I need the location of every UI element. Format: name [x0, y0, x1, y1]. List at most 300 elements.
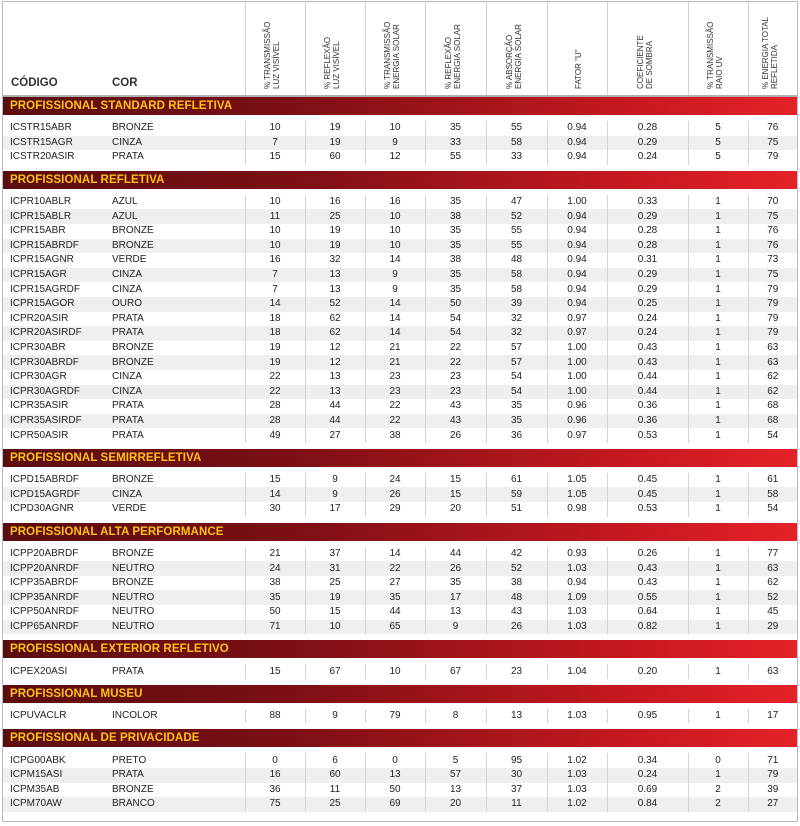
- cell-value: 0.36: [607, 399, 688, 414]
- cell-value: 1: [688, 312, 748, 327]
- cell-value: 50: [365, 783, 425, 798]
- cell-value: 33: [425, 136, 486, 151]
- cell-value: 0: [688, 753, 748, 768]
- cell-value: 19: [245, 355, 305, 370]
- cell-value: 28: [245, 399, 305, 414]
- cell-codigo: ICPR30ABRDF: [3, 355, 108, 370]
- cell-value: 14: [365, 547, 425, 562]
- table-row: [3, 487, 797, 502]
- cell-value: 52: [748, 590, 797, 605]
- cell-value: 68: [748, 399, 797, 414]
- cell-value: 0.98: [547, 502, 607, 517]
- cell-value: 31: [305, 561, 365, 576]
- cell-value: 49: [245, 428, 305, 443]
- cell-value: 19: [305, 224, 365, 239]
- header-coeficiente-sombra: [607, 2, 688, 96]
- cell-value: 35: [245, 590, 305, 605]
- cell-value: 35: [425, 195, 486, 210]
- cell-codigo: ICSTR20ASIR: [3, 150, 108, 165]
- cell-value: 61: [748, 473, 797, 488]
- cell-value: 13: [305, 370, 365, 385]
- cell-cor: NEUTRO: [108, 561, 245, 576]
- cell-value: 18: [245, 312, 305, 327]
- cell-value: 60: [305, 150, 365, 165]
- cell-value: 0.84: [607, 797, 688, 812]
- cell-value: 0: [245, 753, 305, 768]
- cell-codigo: ICPP50ANRDF: [3, 605, 108, 620]
- cell-value: 26: [486, 620, 547, 635]
- cell-value: 38: [245, 576, 305, 591]
- cell-cor: PRATA: [108, 414, 245, 429]
- cell-value: 42: [486, 547, 547, 562]
- cell-codigo: ICPP20ANRDF: [3, 561, 108, 576]
- cell-value: 1: [688, 209, 748, 224]
- cell-value: 62: [305, 326, 365, 341]
- cell-value: 13: [305, 385, 365, 400]
- cell-value: 20: [425, 797, 486, 812]
- section-title: PROFISSIONAL STANDARD REFLETIVA: [3, 96, 797, 115]
- cell-codigo: ICPR35ASIRDF: [3, 414, 108, 429]
- table-row: [3, 239, 797, 254]
- cell-value: 0.29: [607, 268, 688, 283]
- cell-value: 0.31: [607, 253, 688, 268]
- cell-value: 71: [245, 620, 305, 635]
- header-label: FATOR "U": [574, 49, 583, 89]
- cell-value: 7: [245, 282, 305, 297]
- header-label: % TRANSMISSÃO LUZ VISÍVEL: [263, 21, 281, 89]
- cell-value: 33: [486, 150, 547, 165]
- cell-value: 25: [305, 576, 365, 591]
- table-row: [3, 341, 797, 356]
- section-title: PROFISSIONAL EXTERIOR REFLETIVO: [3, 640, 797, 658]
- cell-value: 0.94: [547, 121, 607, 136]
- cell-value: 22: [425, 355, 486, 370]
- cell-value: 23: [365, 370, 425, 385]
- cell-value: 1.09: [547, 590, 607, 605]
- header-reflexao-luz: [305, 2, 365, 96]
- cell-value: 55: [425, 150, 486, 165]
- cell-value: 1: [688, 576, 748, 591]
- cell-codigo: ICPD15ABRDF: [3, 473, 108, 488]
- table-row: [3, 282, 797, 297]
- cell-cor: NEUTRO: [108, 620, 245, 635]
- cell-value: 13: [486, 709, 547, 724]
- cell-value: 0.94: [547, 268, 607, 283]
- cell-value: 1.00: [547, 370, 607, 385]
- cell-value: 1.02: [547, 753, 607, 768]
- cell-value: 15: [245, 664, 305, 679]
- cell-value: 0.45: [607, 473, 688, 488]
- cell-codigo: ICPR15ABR: [3, 224, 108, 239]
- cell-value: 75: [748, 136, 797, 151]
- cell-value: 79: [748, 768, 797, 783]
- cell-value: 24: [245, 561, 305, 576]
- cell-value: 11: [305, 783, 365, 798]
- section-header: [3, 685, 797, 703]
- cell-cor: BRONZE: [108, 239, 245, 254]
- cell-value: 79: [748, 326, 797, 341]
- cell-value: 11: [245, 209, 305, 224]
- cell-value: 35: [365, 590, 425, 605]
- header-energia-refletida: [748, 2, 797, 96]
- cell-value: 20: [425, 502, 486, 517]
- cell-value: 0.29: [607, 209, 688, 224]
- header-transmissao-uv: [688, 2, 748, 96]
- table-row: [3, 414, 797, 429]
- section-header: [3, 640, 797, 658]
- cell-value: 0.82: [607, 620, 688, 635]
- cell-value: 54: [486, 385, 547, 400]
- header-transmissao-luz: [245, 2, 305, 96]
- cell-value: 1.00: [547, 341, 607, 356]
- cell-cor: AZUL: [108, 209, 245, 224]
- cell-value: 10: [245, 239, 305, 254]
- cell-value: 1: [688, 195, 748, 210]
- cell-value: 55: [486, 121, 547, 136]
- cell-cor: CINZA: [108, 136, 245, 151]
- cell-value: 76: [748, 224, 797, 239]
- cell-value: 1: [688, 605, 748, 620]
- cell-value: 14: [365, 312, 425, 327]
- cell-value: 0.24: [607, 150, 688, 165]
- cell-cor: PRATA: [108, 768, 245, 783]
- cell-value: 0.36: [607, 414, 688, 429]
- cell-value: 58: [486, 136, 547, 151]
- cell-value: 27: [305, 428, 365, 443]
- cell-value: 0.24: [607, 312, 688, 327]
- cell-value: 0.94: [547, 576, 607, 591]
- cell-value: 63: [748, 664, 797, 679]
- section-title: PROFISSIONAL SEMIRREFLETIVA: [3, 449, 797, 467]
- cell-value: 0.94: [547, 253, 607, 268]
- cell-value: 0.43: [607, 561, 688, 576]
- cell-cor: VERDE: [108, 502, 245, 517]
- cell-cor: NEUTRO: [108, 605, 245, 620]
- table-row: [3, 209, 797, 224]
- cell-value: 43: [486, 605, 547, 620]
- cell-cor: BRANCO: [108, 797, 245, 812]
- cell-value: 52: [486, 209, 547, 224]
- cell-value: 0.95: [607, 709, 688, 724]
- cell-value: 10: [245, 121, 305, 136]
- cell-cor: BRONZE: [108, 473, 245, 488]
- cell-value: 32: [305, 253, 365, 268]
- header-transmissao-energia: [365, 2, 425, 96]
- cell-value: 14: [365, 326, 425, 341]
- cell-cor: BRONZE: [108, 121, 245, 136]
- cell-value: 21: [365, 341, 425, 356]
- cell-value: 35: [425, 268, 486, 283]
- table-row: [3, 753, 797, 768]
- section-title: PROFISSIONAL DE PRIVACIDADE: [3, 729, 797, 747]
- cell-value: 44: [305, 414, 365, 429]
- cell-value: 0.44: [607, 385, 688, 400]
- cell-value: 63: [748, 355, 797, 370]
- table-row: [3, 312, 797, 327]
- cell-codigo: ICPP20ABRDF: [3, 547, 108, 562]
- cell-value: 62: [748, 370, 797, 385]
- cell-value: 0.33: [607, 195, 688, 210]
- table-row: [3, 268, 797, 283]
- cell-cor: PRATA: [108, 399, 245, 414]
- cell-codigo: ICPR20ASIRDF: [3, 326, 108, 341]
- cell-codigo: ICPR15AGOR: [3, 297, 108, 312]
- cell-value: 1: [688, 268, 748, 283]
- cell-value: 0.94: [547, 282, 607, 297]
- cell-value: 1: [688, 620, 748, 635]
- table-row: [3, 783, 797, 798]
- cell-value: 79: [748, 312, 797, 327]
- cell-value: 1.04: [547, 664, 607, 679]
- cell-value: 0.43: [607, 341, 688, 356]
- cell-value: 54: [748, 502, 797, 517]
- table-header-row: [3, 2, 797, 96]
- cell-value: 79: [748, 297, 797, 312]
- cell-value: 28: [245, 414, 305, 429]
- cell-value: 35: [425, 576, 486, 591]
- cell-value: 0.28: [607, 239, 688, 254]
- cell-value: 16: [305, 195, 365, 210]
- cell-cor: BRONZE: [108, 224, 245, 239]
- cell-value: 17: [305, 502, 365, 517]
- cell-value: 1.03: [547, 783, 607, 798]
- cell-value: 1: [688, 473, 748, 488]
- cell-value: 1: [688, 355, 748, 370]
- cell-value: 15: [245, 473, 305, 488]
- cell-value: 44: [425, 547, 486, 562]
- cell-value: 12: [305, 341, 365, 356]
- cell-value: 0.26: [607, 547, 688, 562]
- cell-value: 37: [305, 547, 365, 562]
- cell-value: 0: [365, 753, 425, 768]
- table-row: [3, 605, 797, 620]
- cell-value: 2: [688, 797, 748, 812]
- header-label: % ENERGIA TOTAL REFLETIDA: [760, 16, 779, 89]
- cell-value: 35: [425, 224, 486, 239]
- cell-cor: OURO: [108, 297, 245, 312]
- cell-value: 1: [688, 385, 748, 400]
- header-fator-u: [547, 2, 607, 96]
- cell-cor: CINZA: [108, 268, 245, 283]
- table-row: [3, 150, 797, 165]
- cell-codigo: ICPM15ASI: [3, 768, 108, 783]
- cell-codigo: ICPR10ABLR: [3, 195, 108, 210]
- cell-value: 0.53: [607, 428, 688, 443]
- cell-value: 32: [486, 312, 547, 327]
- cell-value: 88: [245, 709, 305, 724]
- cell-value: 13: [365, 768, 425, 783]
- cell-value: 16: [245, 768, 305, 783]
- cell-value: 10: [245, 195, 305, 210]
- cell-value: 37: [486, 783, 547, 798]
- cell-value: 27: [748, 797, 797, 812]
- cell-value: 15: [245, 150, 305, 165]
- cell-value: 0.94: [547, 224, 607, 239]
- cell-value: 62: [748, 385, 797, 400]
- cell-value: 52: [486, 561, 547, 576]
- cell-value: 1.05: [547, 487, 607, 502]
- cell-value: 35: [425, 239, 486, 254]
- cell-value: 1.02: [547, 797, 607, 812]
- cell-codigo: ICPP65ANRDF: [3, 620, 108, 635]
- cell-value: 0.93: [547, 547, 607, 562]
- cell-value: 1.00: [547, 355, 607, 370]
- cell-value: 69: [365, 797, 425, 812]
- cell-value: 9: [365, 268, 425, 283]
- cell-value: 13: [305, 282, 365, 297]
- section-header: [3, 171, 797, 189]
- cell-value: 24: [365, 473, 425, 488]
- cell-value: 0.29: [607, 282, 688, 297]
- cell-value: 79: [748, 150, 797, 165]
- cell-value: 1: [688, 709, 748, 724]
- cell-value: 0.94: [547, 136, 607, 151]
- cell-value: 0.53: [607, 502, 688, 517]
- table-row: [3, 136, 797, 151]
- cell-cor: PRATA: [108, 150, 245, 165]
- cell-codigo: ICPP35ABRDF: [3, 576, 108, 591]
- cell-cor: NEUTRO: [108, 590, 245, 605]
- cell-value: 47: [486, 195, 547, 210]
- cell-value: 51: [486, 502, 547, 517]
- cell-value: 0.69: [607, 783, 688, 798]
- cell-value: 10: [365, 664, 425, 679]
- cell-value: 30: [245, 502, 305, 517]
- cell-value: 35: [486, 399, 547, 414]
- cell-value: 22: [425, 341, 486, 356]
- cell-value: 57: [486, 341, 547, 356]
- cell-value: 48: [486, 253, 547, 268]
- cell-codigo: ICPR15AGNR: [3, 253, 108, 268]
- cell-value: 48: [486, 590, 547, 605]
- section-title: PROFISSIONAL REFLETIVA: [3, 171, 797, 189]
- cell-codigo: ICPR35ASIR: [3, 399, 108, 414]
- cell-codigo: ICPD15AGRDF: [3, 487, 108, 502]
- cell-value: 1: [688, 414, 748, 429]
- cell-value: 5: [688, 121, 748, 136]
- cell-value: 70: [748, 195, 797, 210]
- cell-value: 1: [688, 768, 748, 783]
- cell-codigo: ICPR30ABR: [3, 341, 108, 356]
- cell-codigo: ICSTR15AGR: [3, 136, 108, 151]
- header-cor: COR: [108, 2, 245, 96]
- cell-cor: BRONZE: [112, 783, 154, 795]
- cell-value: 0.43: [607, 576, 688, 591]
- cell-codigo: ICPP35ANRDF: [3, 590, 108, 605]
- cell-value: 5: [425, 753, 486, 768]
- table-row: [3, 620, 797, 635]
- cell-value: 13: [425, 783, 486, 798]
- cell-codigo: ICPUVACLR: [10, 710, 67, 722]
- cell-value: 0.24: [607, 768, 688, 783]
- cell-value: 38: [365, 428, 425, 443]
- cell-value: 21: [245, 547, 305, 562]
- cell-value: 1: [688, 547, 748, 562]
- cell-value: 26: [425, 561, 486, 576]
- cell-value: 0.28: [607, 121, 688, 136]
- cell-value: 25: [305, 209, 365, 224]
- cell-value: 1: [688, 487, 748, 502]
- cell-value: 21: [365, 355, 425, 370]
- cell-value: 1: [688, 590, 748, 605]
- cell-value: 0.45: [607, 487, 688, 502]
- cell-value: 10: [365, 224, 425, 239]
- cell-value: 44: [365, 605, 425, 620]
- cell-value: 63: [748, 341, 797, 356]
- header-label: % ABSORÇÃO ENERGIA SOLAR: [504, 24, 523, 89]
- cell-value: 17: [748, 709, 797, 724]
- cell-value: 7: [245, 136, 305, 151]
- cell-value: 22: [365, 561, 425, 576]
- table-row: [3, 297, 797, 312]
- cell-value: 0.96: [547, 414, 607, 429]
- cell-codigo: ICPR15ABLR: [3, 209, 108, 224]
- cell-value: 26: [425, 428, 486, 443]
- cell-value: 1: [688, 297, 748, 312]
- cell-value: 71: [748, 753, 797, 768]
- header-codigo: CÓDIGO: [3, 2, 108, 96]
- cell-cor: CINZA: [108, 385, 245, 400]
- cell-value: 35: [425, 121, 486, 136]
- cell-codigo: ICPG00ABK: [10, 754, 66, 766]
- table-row: [3, 561, 797, 576]
- cell-value: 29: [748, 620, 797, 635]
- cell-value: 55: [486, 224, 547, 239]
- cell-value: 75: [245, 797, 305, 812]
- cell-value: 0.28: [607, 224, 688, 239]
- cell-value: 50: [425, 297, 486, 312]
- cell-codigo: ICPR50ASIR: [3, 428, 108, 443]
- cell-value: 54: [748, 428, 797, 443]
- cell-value: 67: [305, 664, 365, 679]
- cell-value: 1.03: [547, 561, 607, 576]
- cell-value: 1.03: [547, 768, 607, 783]
- table-row: [3, 502, 797, 517]
- cell-value: 22: [365, 414, 425, 429]
- cell-value: 76: [748, 121, 797, 136]
- cell-value: 15: [425, 487, 486, 502]
- cell-value: 23: [425, 370, 486, 385]
- cell-value: 68: [748, 414, 797, 429]
- cell-value: 38: [486, 576, 547, 591]
- cell-value: 13: [425, 605, 486, 620]
- cell-value: 1: [688, 253, 748, 268]
- cell-value: 29: [365, 502, 425, 517]
- section-header: [3, 729, 797, 747]
- cell-value: 14: [365, 253, 425, 268]
- cell-value: 0.55: [607, 590, 688, 605]
- cell-value: 65: [365, 620, 425, 635]
- cell-value: 11: [486, 797, 547, 812]
- cell-cor: BRONZE: [108, 547, 245, 562]
- cell-codigo: ICPR15AGR: [3, 268, 108, 283]
- cell-value: 35: [425, 282, 486, 297]
- cell-value: 0.25: [607, 297, 688, 312]
- table-row: [3, 370, 797, 385]
- cell-value: 0.94: [547, 209, 607, 224]
- cell-value: 5: [688, 150, 748, 165]
- cell-cor: PRATA: [108, 326, 245, 341]
- cell-value: 7: [245, 268, 305, 283]
- cell-value: 1: [688, 502, 748, 517]
- cell-value: 79: [365, 709, 425, 724]
- cell-value: 13: [305, 268, 365, 283]
- cell-cor: CINZA: [108, 282, 245, 297]
- cell-codigo: ICPR15ABRDF: [3, 239, 108, 254]
- cell-value: 22: [245, 385, 305, 400]
- cell-value: 1.03: [547, 709, 607, 724]
- cell-value: 76: [748, 239, 797, 254]
